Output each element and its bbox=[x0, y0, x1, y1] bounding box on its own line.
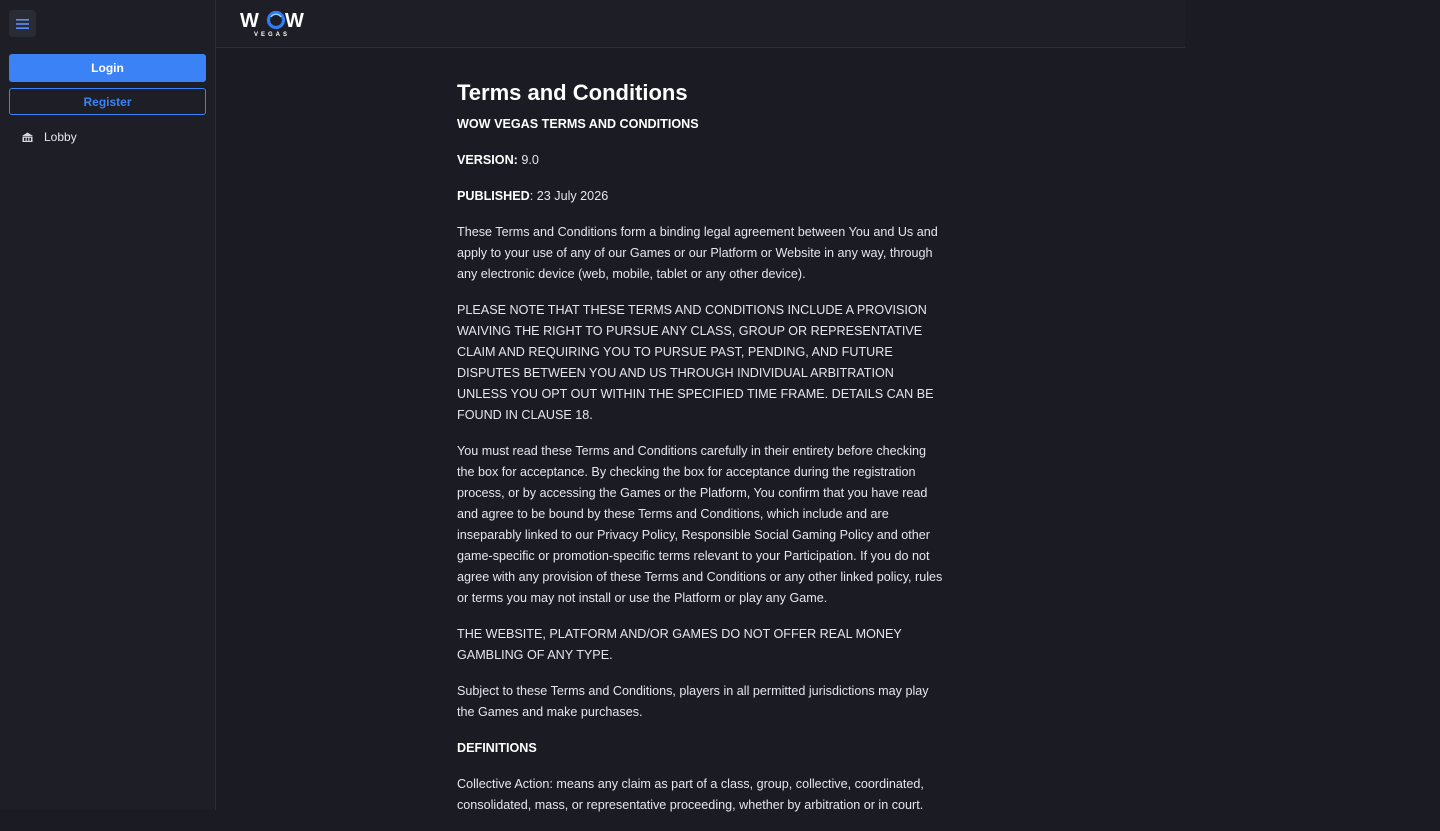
hamburger-menu-icon bbox=[16, 19, 29, 29]
page-title: Terms and Conditions bbox=[457, 80, 688, 105]
svg-text:W: W bbox=[285, 10, 303, 32]
top-bar bbox=[216, 0, 1185, 48]
sidebar-item-label: Lobby bbox=[44, 130, 77, 144]
document-subtitle: WOW VEGAS TERMS AND CONDITIONS bbox=[457, 117, 699, 131]
version-line bbox=[457, 150, 947, 171]
paragraph-agreement: These Terms and Conditions form a binding legal agreement between You and Us and apply to your use of any of our Games or our Platform or Website in any way, through any electronic device (web, mobile, tablet or any other device). bbox=[457, 225, 938, 281]
login-button[interactable]: Login bbox=[9, 54, 206, 82]
lobby-icon bbox=[21, 130, 35, 144]
paragraph-no-gambling: THE WEBSITE, PLATFORM AND/OR GAMES DO NOT OFFER REAL MONEY GAMBLING OF ANY TYPE. bbox=[457, 627, 902, 662]
menu-toggle-button[interactable] bbox=[9, 10, 36, 37]
paragraph-acceptance: You must read these Terms and Conditions carefully in their entirety before checking the box for acceptance. By checking the box for acceptance during the registration process, or by accessing the Games or the Platform, You confirm that you have read and agree to be bound by these Terms and Conditions, which include and are inseparably linked to our Privacy Policy, Responsible Social Gaming Policy and other game-specific or promotion-specific terms relevant to your Participation. If you do not agree with any provision of these Terms and Conditions or any other linked policy, rules or terms you may not install or use the Platform or play any Game. bbox=[457, 444, 943, 605]
paragraph-jurisdictions: Subject to these Terms and Conditions, players in all permitted jurisdictions may play the Games and make purchases. bbox=[457, 684, 929, 719]
wow-vegas-logo[interactable] bbox=[240, 9, 316, 41]
version-label: VERSION: bbox=[457, 153, 518, 167]
terms-content bbox=[457, 78, 947, 831]
sidebar bbox=[0, 0, 216, 810]
published-label: PUBLISHED bbox=[457, 189, 530, 203]
published-value: : 23 July 2026 bbox=[529, 189, 609, 203]
definition-collective-action: Collective Action: means any claim as part of a class, group, collective, coordinated, consolidated, mass, or representative proceeding, whether by arbitration or in court. bbox=[457, 777, 924, 812]
register-button[interactable]: Register bbox=[9, 88, 206, 115]
definitions-heading: DEFINITIONS bbox=[457, 741, 537, 755]
published-line bbox=[457, 186, 947, 207]
sidebar-item-lobby[interactable] bbox=[9, 126, 206, 148]
version-value: 9.0 bbox=[521, 153, 539, 167]
svg-text:W: W bbox=[240, 10, 258, 32]
logo-subtext: VEGAS bbox=[254, 32, 291, 38]
paragraph-arbitration-notice: PLEASE NOTE THAT THESE TERMS AND CONDITIONS INCLUDE A PROVISION WAIVING THE RIGHT TO PURSUE ANY CLASS, GROUP OR REPRESENTATIVE CLAIM AND REQUIRING YOU TO PURSUE PAST, PENDING, AND FUTURE DISPUTES BETWEEN YOU AND US THROUGH INDIVIDUAL ARBITRATION UNLESS YOU OPT OUT WITHIN THE SPECIFIED TIME FRAME. DETAILS CAN BE FOUND IN CLAUSE 18. bbox=[457, 303, 934, 422]
